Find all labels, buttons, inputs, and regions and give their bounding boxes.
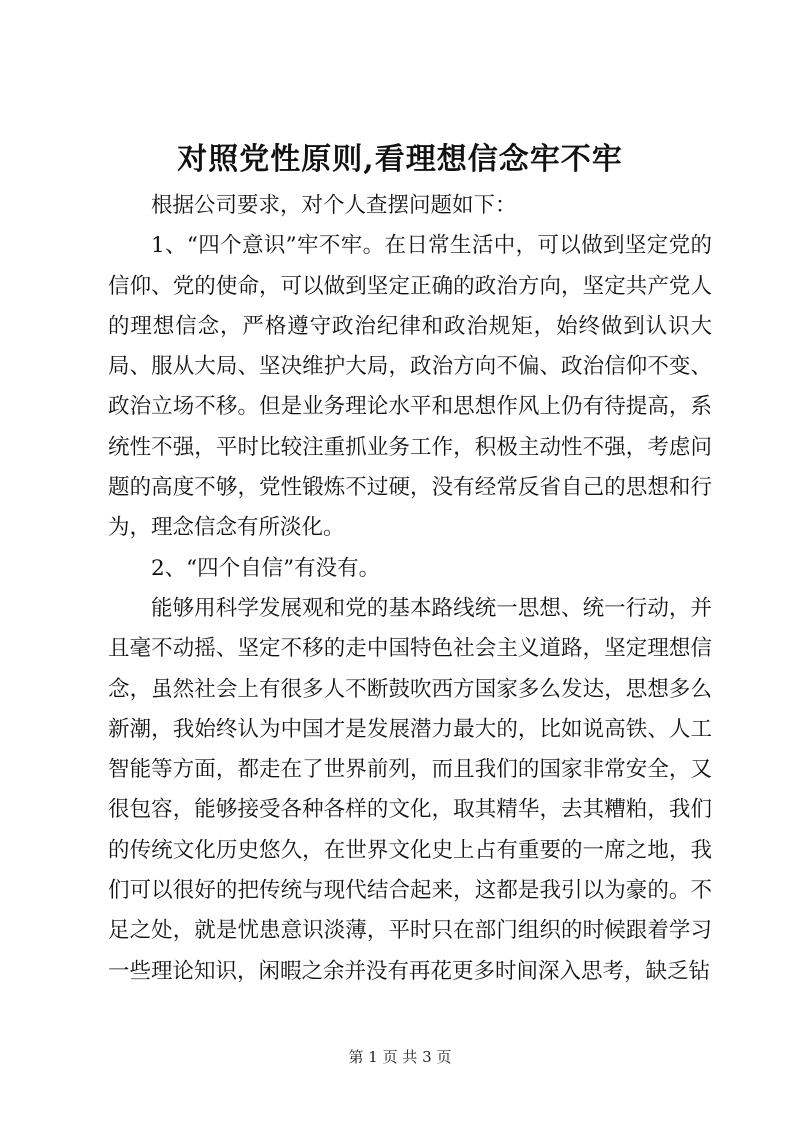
document-title: 对照党性原则,看理想信念牢不牢 — [177, 142, 623, 177]
paragraph-four-confidence-heading: 2、“四个自信”有没有。 — [151, 555, 381, 581]
paragraph-four-consciousness: 1、“四个意识”牢不牢。在日常生活中，可以做到坚定党的信仰、党的使命，可以做到坚定正确的政治方向，坚定共产党人的理想信念，严格遵守政治纪律和政治规矩，始终做到认识大局、服从大局、坚决维护大局，政治方向不偏、政治信仰不变、政治立场不移。但是业务理论水平和思想作风上仍有待提高，系统性不强，平时比较注重抓业务工作，积极主动性不强，考虑问题的高度不够，党性锻炼不过硬，没有经常反省自己的思想和行为，理念信念有所淡化。 — [108, 233, 712, 541]
page-footer: 第 1 页 共 3 页 — [348, 1048, 452, 1066]
paragraph-intro: 根据公司要求，对个人查摆问题如下： — [151, 193, 517, 218]
document-body — [108, 186, 712, 992]
paragraph-four-confidence-body: 能够用科学发展观和党的基本路线统一思想、统一行动，并且毫不动摇、坚定不移的走中国特色社会主义道路，坚定理想信念，虽然社会上有很多人不断鼓吹西方国家多么发达，思想多么新潮，我始终认为中国才是发展潜力最大的，比如说高铁、人工智能等方面，都走在了世界前列，而且我们的国家非常安全，又很包容，能够接受各种各样的文化，取其精华，去其糟粕，我们的传统文化历史悠久，在世界文化史上占有重要的一席之地，我们可以很好的把传统与现代结合起来，这都是我引以为豪的。不足之处，就是忧患意识淡薄，平时只在部门组织的时候跟着学习一些理论知识，闲暇之余并没有再花更多时间深入思考，缺乏钻 — [108, 595, 712, 984]
